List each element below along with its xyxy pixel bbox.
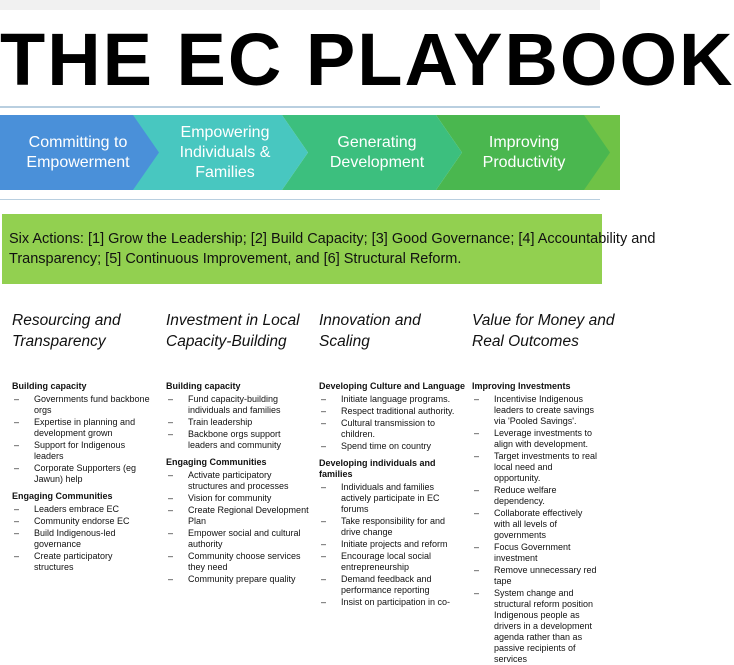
column-heading-2: Investment in Local Capacity-Building [166, 312, 300, 350]
page-title: THE EC PLAYBOOK [0, 18, 734, 101]
list-item: – Demand feedback and performance reporting [319, 574, 465, 596]
list-item: – Leaders embrace EC [12, 504, 152, 515]
section-title: Building capacity [12, 381, 87, 391]
list-item: – Community endorse EC [12, 516, 152, 527]
column-4 [472, 381, 600, 664]
stage-label-3: Generating Development [329, 133, 425, 171]
six-actions-text: Six Actions: [1] Grow the Leadership; [2] Build Capacity; [3] Good Governance; [4] Accountability and Transparency; [5] Continuous Improvement, and [6] Structural Reform. [9, 231, 656, 267]
list-item: – System change and structural reform position Indigenous people as drivers in a development agenda rather than as passive recipients of services [472, 588, 600, 665]
list-item: – Focus Government investment [472, 542, 600, 564]
section-title: Improving Investments [472, 381, 571, 391]
list-item: – Respect traditional authority. [319, 406, 465, 417]
list-item: – Encourage local social entrepreneurship [319, 551, 465, 573]
stage-label-1: Committing to Empowerment [26, 133, 130, 171]
list-item: – Vision for community [166, 493, 312, 504]
six-actions-box [2, 214, 656, 284]
column-2 [166, 381, 312, 600]
list-item: – Incentivise Indigenous leaders to create savings via 'Pooled Savings'. [472, 394, 600, 427]
list-item: – Individuals and families actively participate in EC forums [319, 482, 465, 515]
list-item: – Reduce welfare dependency. [472, 485, 600, 507]
list-item: – Community choose services they need [166, 551, 312, 573]
list-item: – Support for Indigenous leaders [12, 440, 152, 462]
column-heading-1: Resourcing and Transparency [12, 312, 121, 350]
list-item: – Leverage investments to align with development. [472, 428, 600, 450]
stage-label-2: Empowering Individuals & Families [179, 123, 271, 181]
column-heading-4: Value for Money and Real Outcomes [472, 312, 615, 350]
list-item: – Spend time on country [319, 441, 465, 452]
list-item: – Initiate projects and reform [319, 539, 465, 550]
list-item: – Governments fund backbone orgs [12, 394, 152, 416]
list-item: – Cultural transmission to children. [319, 418, 465, 440]
list-item: – Create participatory structures [12, 551, 152, 573]
column-3 [319, 381, 466, 607]
section-title: Engaging Communities [12, 491, 113, 501]
list-item: – Take responsibility for and drive change [319, 516, 465, 538]
section-title: Developing individuals and families [319, 458, 436, 479]
section-title: Building capacity [166, 381, 241, 391]
list-item: – Insist on participation in co- [319, 597, 465, 608]
stage-label-4: Improving Productivity [482, 133, 566, 171]
list-item: – Target investments to real local need and opportunity. [472, 451, 600, 484]
list-item: – Backbone orgs support leaders and community [166, 429, 312, 451]
list-item: – Initiate language programs. [319, 394, 465, 405]
list-item: – Create Regional Development Plan [166, 505, 312, 527]
window-top-bar [0, 0, 600, 10]
list-item: – Collaborate effectively with all levels of governments [472, 508, 600, 541]
divider-middle [0, 199, 600, 200]
list-item: – Build Indigenous-led governance [12, 528, 152, 550]
list-item: – Fund capacity-building individuals and families [166, 394, 312, 416]
list-item: – Remove unnecessary red tape [472, 565, 600, 587]
list-item: – Community prepare quality [166, 574, 312, 585]
list-item: – Train leadership [166, 417, 312, 428]
list-item: – Corporate Supporters (eg Jawun) help [12, 463, 152, 485]
divider-top [0, 106, 600, 108]
list-item: – Empower social and cultural authority [166, 528, 312, 550]
column-heading-3: Innovation and Scaling [319, 312, 421, 350]
process-labels [0, 115, 600, 190]
list-item: – Activate participatory structures and processes [166, 470, 312, 492]
section-title: Developing Culture and Language [319, 381, 466, 391]
column-1 [12, 381, 152, 579]
section-title: Engaging Communities [166, 457, 267, 467]
list-item: – Expertise in planning and development grown [12, 417, 152, 439]
